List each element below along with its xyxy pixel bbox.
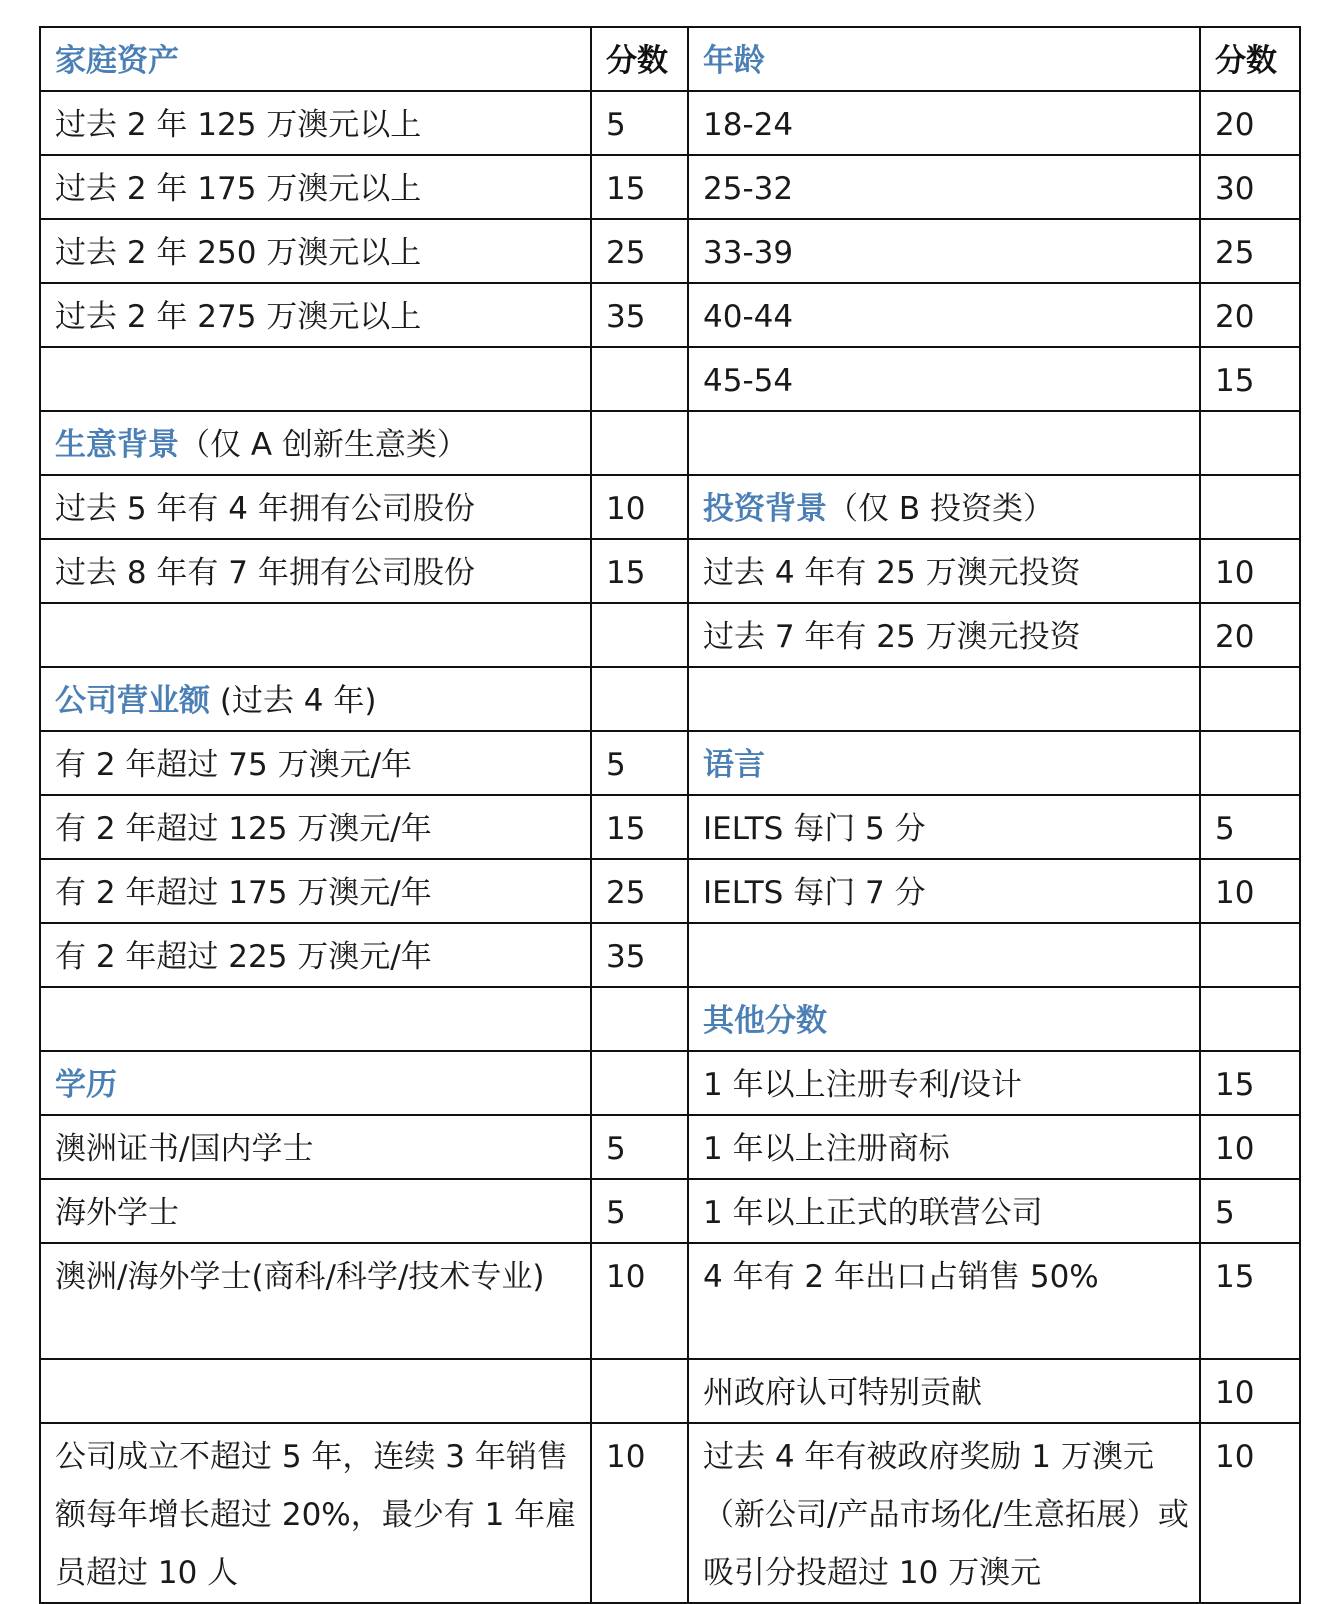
criterion-cell [688,923,1200,987]
criterion-cell: 过去 2 年 250 万澳元以上 [40,219,591,283]
score-cell [591,411,688,475]
criterion-cell: 过去 2 年 275 万澳元以上 [40,283,591,347]
criterion-cell: 有 2 年超过 225 万澳元/年 [40,923,591,987]
table-row [40,347,1300,411]
score-cell: 15 [591,155,688,219]
criterion-cell: 州政府认可特别贡献 [688,1359,1200,1423]
section-heading-investment-background [688,475,1200,539]
criterion-cell: 过去 4 年有被政府奖励 1 万澳元（新公司/产品市场化/生意拓展）或吸引分投超过 10 万澳元 [688,1423,1200,1603]
score-cell [591,603,688,667]
criterion-cell: 45-54 [688,347,1200,411]
table-row [40,411,1300,475]
score-cell: 30 [1200,155,1300,219]
score-cell [591,1359,688,1423]
table-row [40,859,1300,923]
category-header-age [688,27,1200,91]
table-row [40,1423,1300,1603]
header-label: 家庭资产 [55,43,179,79]
criterion-cell: 过去 8 年有 7 年拥有公司股份 [40,539,591,603]
table-row [40,91,1300,155]
section-heading-other-points [688,987,1200,1051]
score-cell [591,1051,688,1115]
table-row [40,219,1300,283]
criterion-cell: 40-44 [688,283,1200,347]
criterion-cell: 有 2 年超过 125 万澳元/年 [40,795,591,859]
score-cell [1200,731,1300,795]
table-row [40,155,1300,219]
score-cell: 20 [1200,283,1300,347]
table-header-row [40,27,1300,91]
table-row [40,475,1300,539]
section-heading-note: （仅 A 创新生意类） [179,427,468,463]
section-heading-label: 公司营业额 [55,683,210,719]
score-cell: 5 [591,91,688,155]
section-heading-note: (过去 4 年) [210,683,377,719]
criterion-cell: IELTS 每门 5 分 [688,795,1200,859]
score-cell: 5 [591,1115,688,1179]
section-heading-label: 语言 [703,747,765,783]
score-cell: 35 [591,283,688,347]
table-row [40,795,1300,859]
category-header-family-assets [40,27,591,91]
criterion-cell [40,347,591,411]
table-row [40,731,1300,795]
section-heading-label: 投资背景 [703,491,827,527]
points-table [39,26,1301,1604]
score-cell: 10 [1200,1115,1300,1179]
section-heading-language [688,731,1200,795]
score-cell: 5 [591,1179,688,1243]
score-cell [591,347,688,411]
section-heading-label: 学历 [55,1067,117,1103]
score-cell: 5 [591,731,688,795]
score-cell: 15 [591,795,688,859]
criterion-cell: 澳洲证书/国内学士 [40,1115,591,1179]
criterion-cell: 4 年有 2 年出口占销售 50% [688,1243,1200,1359]
score-cell: 10 [591,1423,688,1603]
score-cell: 10 [1200,859,1300,923]
criterion-cell: 过去 7 年有 25 万澳元投资 [688,603,1200,667]
score-cell [591,987,688,1051]
criterion-cell: 有 2 年超过 175 万澳元/年 [40,859,591,923]
score-cell: 20 [1200,91,1300,155]
score-cell: 10 [591,475,688,539]
table-row [40,1243,1300,1359]
score-cell [591,667,688,731]
table-row [40,1359,1300,1423]
criterion-cell [688,411,1200,475]
section-heading-education [40,1051,591,1115]
criterion-cell: 1 年以上正式的联营公司 [688,1179,1200,1243]
criterion-cell: 1 年以上注册商标 [688,1115,1200,1179]
table-row [40,283,1300,347]
table-row [40,1051,1300,1115]
header-label: 分数 [1215,43,1277,79]
table-row [40,987,1300,1051]
score-cell: 25 [591,859,688,923]
score-cell [1200,667,1300,731]
score-cell: 15 [1200,1051,1300,1115]
criterion-cell [688,667,1200,731]
criterion-cell [40,1359,591,1423]
criterion-cell: 过去 2 年 175 万澳元以上 [40,155,591,219]
score-cell: 10 [1200,1423,1300,1603]
section-heading-company-turnover [40,667,591,731]
score-cell: 35 [591,923,688,987]
table-row [40,1115,1300,1179]
score-cell [1200,411,1300,475]
criterion-cell: 澳洲/海外学士(商科/科学/技术专业) [40,1243,591,1359]
score-cell [1200,475,1300,539]
score-cell: 15 [591,539,688,603]
header-label: 分数 [606,43,668,79]
criterion-cell: 25-32 [688,155,1200,219]
criterion-cell: IELTS 每门 7 分 [688,859,1200,923]
score-cell: 15 [1200,1243,1300,1359]
criterion-cell [40,603,591,667]
score-cell: 10 [1200,539,1300,603]
section-heading-label: 生意背景 [55,427,179,463]
header-label: 年龄 [703,43,765,79]
criterion-cell: 有 2 年超过 75 万澳元/年 [40,731,591,795]
score-header [591,27,688,91]
criterion-cell: 1 年以上注册专利/设计 [688,1051,1200,1115]
table-row [40,539,1300,603]
score-cell [1200,987,1300,1051]
score-header [1200,27,1300,91]
criterion-cell: 过去 5 年有 4 年拥有公司股份 [40,475,591,539]
criterion-cell [40,987,591,1051]
score-cell: 5 [1200,795,1300,859]
criterion-cell: 过去 2 年 125 万澳元以上 [40,91,591,155]
score-cell: 5 [1200,1179,1300,1243]
criterion-cell: 过去 4 年有 25 万澳元投资 [688,539,1200,603]
score-cell: 20 [1200,603,1300,667]
score-cell [1200,923,1300,987]
table-row [40,603,1300,667]
table-row [40,667,1300,731]
table-row [40,923,1300,987]
score-cell: 25 [591,219,688,283]
criterion-cell: 海外学士 [40,1179,591,1243]
criterion-cell: 公司成立不超过 5 年，连续 3 年销售额每年增长超过 20%，最少有 1 年雇员超过 10 人 [40,1423,591,1603]
section-heading-note: （仅 B 投资类） [827,491,1054,527]
table-row [40,1179,1300,1243]
section-heading-business-background [40,411,591,475]
section-heading-label: 其他分数 [703,1003,827,1039]
score-cell: 15 [1200,347,1300,411]
criterion-cell: 18-24 [688,91,1200,155]
score-cell: 10 [1200,1359,1300,1423]
criterion-cell: 33-39 [688,219,1200,283]
score-cell: 10 [591,1243,688,1359]
score-cell: 25 [1200,219,1300,283]
